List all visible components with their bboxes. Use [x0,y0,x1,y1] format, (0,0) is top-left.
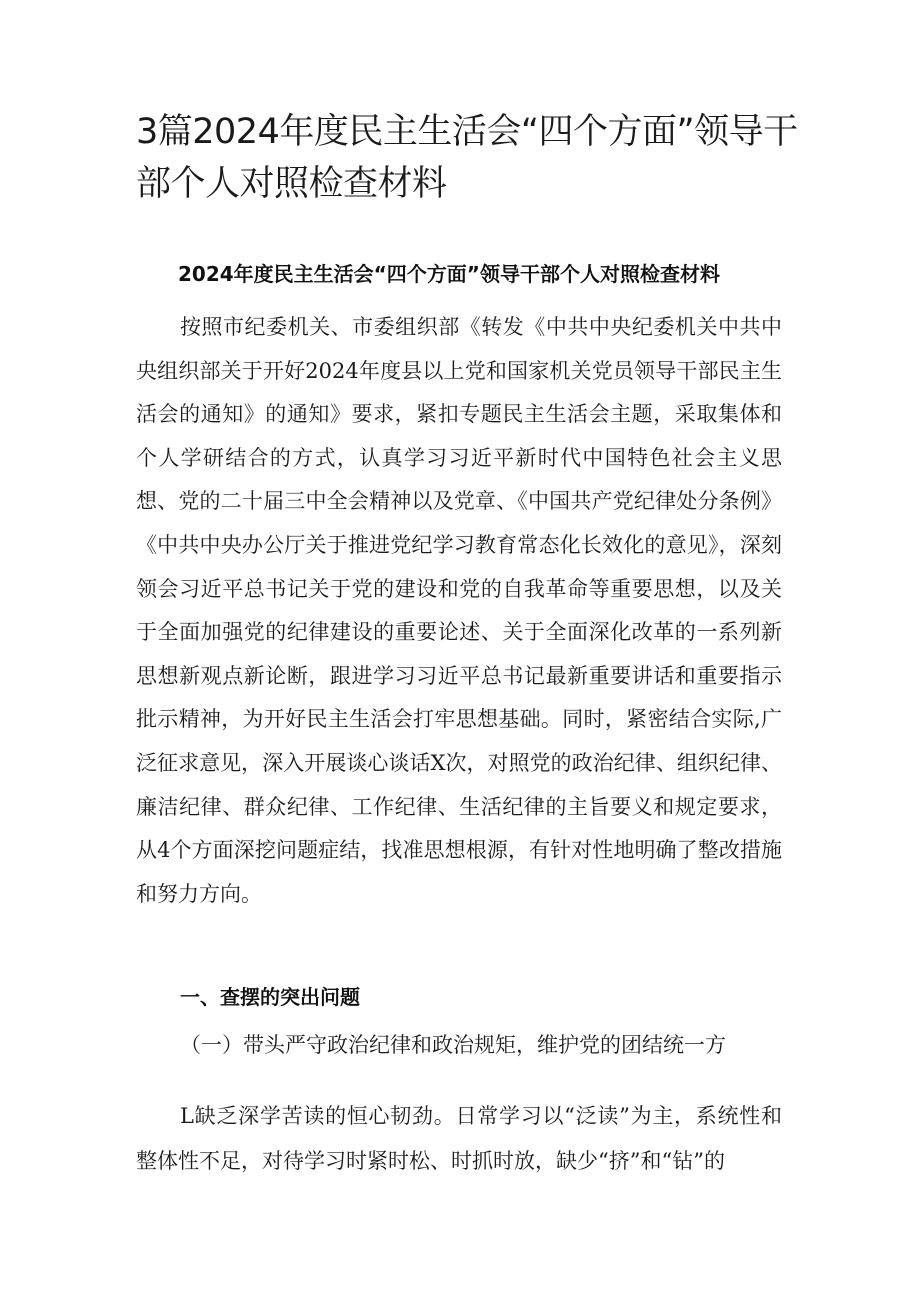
document-title: 3篇2024年度民主生活会“四个方面”领导干部个人对照检查材料 [136,112,798,204]
item-paragraph: L缺乏深学苦读的恒心韧劲。日常学习以“泛读”为主，系统性和整体性不足，对待学习时紧时松、时抓时放，缺少“挤”和“钻”的 [136,1104,782,1173]
document-subtitle: 2024年度民主生活会“四个方面”领导干部个人对照检查材料 [178,262,720,286]
sub-heading: （一）带头严守政治纪律和政治规矩，维护党的团结统一方 [180,1033,726,1057]
intro-paragraph: 按照市纪委机关、市委组织部《转发《中共中央纪委机关中共中央组织部关于开好2024年度县以上党和国家机关党员领导干部民主生活会的通知》的通知》要求，紧扣专题民主生活会主题，采取集体和个人学研结合的方式，认真学习习近平新时代中国特色社会主义思想、党的二十届三中全会精神以及党章、《中国共产党纪律处分条例》《中共中央办公厅关于推进党纪学习教育常态化长效化的意见》，深刻领会习近平总书记关于党的建设和党的自我革命等重要思想，以及关于全面加强党的纪律建设的重要论述、关于全面深化改革的一系列新思想新观点新论断，跟进学习习近平总书记最新重要讲话和重要指示批示精神，为开好民主生活会打牢思想基础。同时，紧密结合实际,广泛征求意见，深入开展谈心谈话X次，对照党的政治纪律、组织纪律、廉洁纪律、群众纪律、工作纪律、生活纪律的主旨要义和规定要求，从4个方面深挖问题症结，找准思想根源，有针对性地明确了整改措施和努力方向。 [136,315,782,906]
section-heading: 一、查摆的突出问题 [180,985,360,1009]
